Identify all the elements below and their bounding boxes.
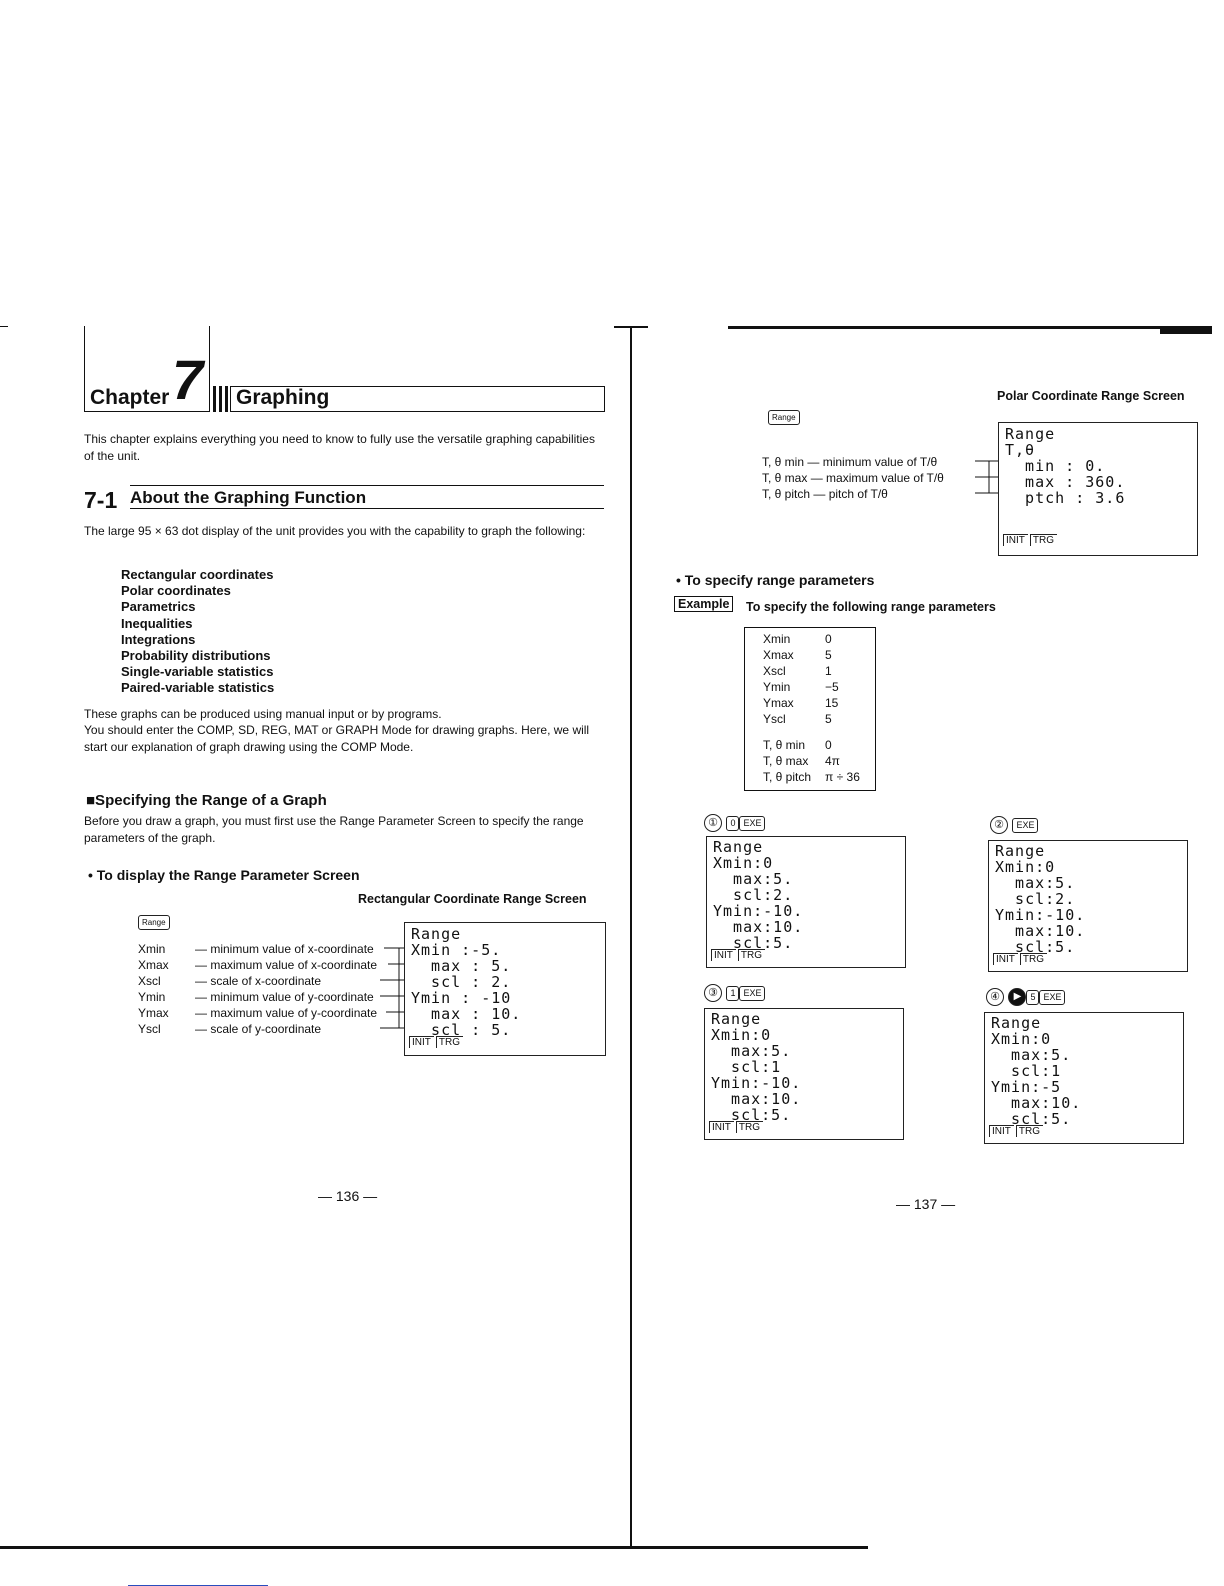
legend-row-ymax: Ymax — maximum value of y-coordinate xyxy=(138,1006,378,1020)
lcd-line: scl:5. xyxy=(995,938,1076,956)
chapter-number: 7 xyxy=(172,348,204,411)
step-4-header xyxy=(986,988,1065,1006)
lcd-line: Range xyxy=(711,1010,762,1028)
lcd-line: max:5. xyxy=(713,870,794,888)
spine-top-tick xyxy=(614,326,648,328)
softkey-init[interactable]: INIT xyxy=(989,1125,1014,1137)
range-key-label: Range xyxy=(138,915,170,930)
list-item: Integrations xyxy=(121,631,196,647)
left-border-tick xyxy=(0,326,8,327)
lcd-line: Range xyxy=(995,842,1046,860)
example-label: Example xyxy=(674,596,733,612)
lcd-line: scl:5. xyxy=(711,1106,792,1124)
chapter-intro: This chapter explains everything you need to know to fully use the versatile graphing capabilities of the unit. xyxy=(84,432,595,463)
right-arrow-key[interactable]: ▶ xyxy=(1008,988,1026,1006)
softkey-trg[interactable]: TRG xyxy=(1020,953,1047,965)
lcd-line: scl:2. xyxy=(713,886,794,904)
lcd-line: max : 360. xyxy=(1005,473,1126,491)
bottom-rule xyxy=(0,1546,868,1549)
lcd-line: Xmin:0 xyxy=(995,858,1056,876)
list-item: Inequalities xyxy=(121,615,193,631)
list-item: Polar coordinates xyxy=(121,583,231,599)
right-top-rule xyxy=(728,326,1210,329)
table-row: Xmax 5 xyxy=(763,648,832,662)
softkey-trg[interactable]: TRG xyxy=(1030,534,1057,546)
step-1-header xyxy=(704,814,765,832)
lcd-line: Ymin:-10. xyxy=(713,902,804,920)
key-1[interactable]: 1 xyxy=(726,986,739,1001)
legend-row-xmax: Xmax — maximum value of x-coordinate xyxy=(138,958,378,972)
section-rule-top xyxy=(130,485,604,486)
key-0[interactable]: 0 xyxy=(726,816,739,831)
table-row: T, θ pitch π ÷ 36 xyxy=(763,770,860,784)
table-row: Ymin −5 xyxy=(763,680,839,694)
lcd-line: scl:2. xyxy=(995,890,1076,908)
rect-legend xyxy=(138,941,377,1037)
lcd-line: Xmin :-5. xyxy=(411,941,502,959)
lcd-line: max:5. xyxy=(991,1046,1072,1064)
legend-row-ymin: Ymin — minimum value of y-coordinate xyxy=(138,990,374,1004)
step-3-screen xyxy=(704,1008,904,1140)
polar-legend xyxy=(762,454,944,502)
range-key-right[interactable] xyxy=(768,409,800,427)
chapter-label: Chapter xyxy=(90,386,170,409)
softkey-init[interactable]: INIT xyxy=(709,1121,734,1133)
step-number: ① xyxy=(704,814,722,832)
lcd-line: min : 0. xyxy=(1005,457,1106,475)
table-row: T, θ max 4π xyxy=(763,754,840,768)
chapter-box-right xyxy=(209,326,210,412)
lcd-line: max:5. xyxy=(711,1042,792,1060)
key-exe[interactable]: EXE xyxy=(739,816,765,831)
graph-types-list xyxy=(121,567,274,697)
lcd-line: max : 5. xyxy=(411,957,512,975)
list-item: Rectangular coordinates xyxy=(121,567,274,582)
lcd-line: scl:1 xyxy=(991,1062,1062,1080)
rect-screen-caption: Rectangular Coordinate Range Screen xyxy=(358,892,587,906)
page-number-136: — 136 — xyxy=(318,1188,378,1204)
lcd-line: Xmin:0 xyxy=(713,854,774,872)
lcd-line: Range xyxy=(411,925,462,943)
title-bar-2 xyxy=(219,386,222,412)
lcd-line: scl : 5. xyxy=(411,1021,512,1039)
lcd-line: Ymin:-10. xyxy=(995,906,1086,924)
section-intro: The large 95 × 63 dot display of the unit provides you with the capability to graph the following: xyxy=(84,524,586,538)
subsection-text: Before you draw a graph, you must first use the Range Parameter Screen to specify the range parameters of the graph. xyxy=(84,814,584,845)
legend-row-xscl: Xscl — scale of x-coordinate xyxy=(138,974,322,988)
list-item: Parametrics xyxy=(121,599,196,615)
table-row: Xmin 0 xyxy=(763,632,832,646)
bullet-specify-range: • To specify range parameters xyxy=(676,572,875,588)
bullet-display-range: • To display the Range Parameter Screen xyxy=(88,867,360,883)
step-2-screen xyxy=(988,840,1188,972)
softkey-init[interactable]: INIT xyxy=(993,953,1018,965)
step-number: ④ xyxy=(986,988,1004,1006)
lcd-line: Xmin:0 xyxy=(991,1030,1052,1048)
step-3-header xyxy=(704,984,765,1002)
list-item: Paired-variable statistics xyxy=(121,680,275,696)
lcd-line: scl:5. xyxy=(713,934,794,952)
paragraph-2: You should enter the COMP, SD, REG, MAT or GRAPH Mode for drawing graphs. Here, we will start our explanation of graph drawing using the COMP Mode. xyxy=(84,723,590,754)
example-text: To specify the following range parameters xyxy=(746,600,996,614)
lcd-line: max:10. xyxy=(991,1094,1082,1112)
softkey-init[interactable]: INIT xyxy=(1003,534,1028,546)
spine-line xyxy=(630,326,632,1548)
step-number: ③ xyxy=(704,984,722,1002)
key-5[interactable]: 5 xyxy=(1026,990,1039,1005)
legend-row-tpitch: T, θ pitch — pitch of T/θ xyxy=(762,487,888,501)
step-2-header xyxy=(990,816,1038,834)
key-exe[interactable]: EXE xyxy=(1039,990,1065,1005)
section-rule-bottom xyxy=(130,508,604,509)
softkey-init[interactable]: INIT xyxy=(409,1036,434,1048)
paragraph-1: These graphs can be produced using manual input or by programs. xyxy=(84,707,442,721)
softkey-trg[interactable]: TRG xyxy=(736,1121,763,1133)
table-row: T, θ min 0 xyxy=(763,738,832,752)
lcd-line: Range xyxy=(713,838,764,856)
title-bar-1 xyxy=(213,386,216,412)
legend-row-yscl: Yscl — scale of y-coordinate xyxy=(138,1022,322,1036)
polar-screen-caption: Polar Coordinate Range Screen xyxy=(997,389,1185,403)
list-item: Single-variable statistics xyxy=(121,664,274,680)
lcd-line: max : 10. xyxy=(411,1005,522,1023)
lcd-line: Range xyxy=(991,1014,1042,1032)
legend-row-tmax: T, θ max — maximum value of T/θ xyxy=(762,471,944,485)
key-exe[interactable]: EXE xyxy=(739,986,765,1001)
lcd-line: scl:1 xyxy=(711,1058,782,1076)
legend-row-tmin: T, θ min — minimum value of T/θ xyxy=(762,455,938,469)
lcd-line: max:10. xyxy=(711,1090,802,1108)
subsection-title: ■Specifying the Range of a Graph xyxy=(86,792,327,809)
list-item: Probability distributions xyxy=(121,648,271,664)
table-row: Yscl 5 xyxy=(763,712,832,726)
lcd-line: Range xyxy=(1005,425,1056,443)
rect-range-screen xyxy=(404,922,606,1056)
chapter-box-bottom xyxy=(84,411,210,412)
step-number: ② xyxy=(990,816,1008,834)
section-title: About the Graphing Function xyxy=(130,488,367,507)
step-1-screen xyxy=(706,836,906,968)
step-4-screen xyxy=(984,1012,1184,1144)
table-row: Xscl 1 xyxy=(763,664,832,678)
legend-row-xmin: Xmin — minimum value of x-coordinate xyxy=(138,942,374,956)
range-key-label: Range xyxy=(768,410,800,425)
page-number-137: — 137 — xyxy=(896,1196,956,1212)
lcd-line: T,θ xyxy=(1005,441,1036,459)
lcd-line: Xmin:0 xyxy=(711,1026,772,1044)
lcd-line: max:10. xyxy=(995,922,1086,940)
range-key-left[interactable] xyxy=(138,914,170,932)
key-exe[interactable]: EXE xyxy=(1012,818,1038,833)
right-top-rule-end xyxy=(1160,326,1212,334)
chapter-box-left xyxy=(84,326,85,412)
lcd-line: Ymin:-5 xyxy=(991,1078,1062,1096)
polar-range-screen xyxy=(998,422,1198,556)
params-table xyxy=(744,627,876,791)
title-bar-3 xyxy=(225,386,228,412)
lcd-line: max:5. xyxy=(995,874,1076,892)
softkey-init[interactable]: INIT xyxy=(711,949,736,961)
softkey-trg[interactable]: TRG xyxy=(738,949,765,961)
chapter-title: Graphing xyxy=(236,386,330,409)
section-number: 7-1 xyxy=(84,487,118,513)
lcd-line: max:10. xyxy=(713,918,804,936)
softkey-trg[interactable]: TRG xyxy=(436,1036,463,1048)
lcd-line: Ymin : -10 xyxy=(411,989,512,1007)
table-row: Ymax 15 xyxy=(763,696,839,710)
lcd-line: Ymin:-10. xyxy=(711,1074,802,1092)
lcd-line: ptch : 3.6 xyxy=(1005,489,1126,507)
softkey-trg[interactable]: TRG xyxy=(1016,1125,1043,1137)
lcd-line: scl : 2. xyxy=(411,973,512,991)
lcd-line: scl:5. xyxy=(991,1110,1072,1128)
